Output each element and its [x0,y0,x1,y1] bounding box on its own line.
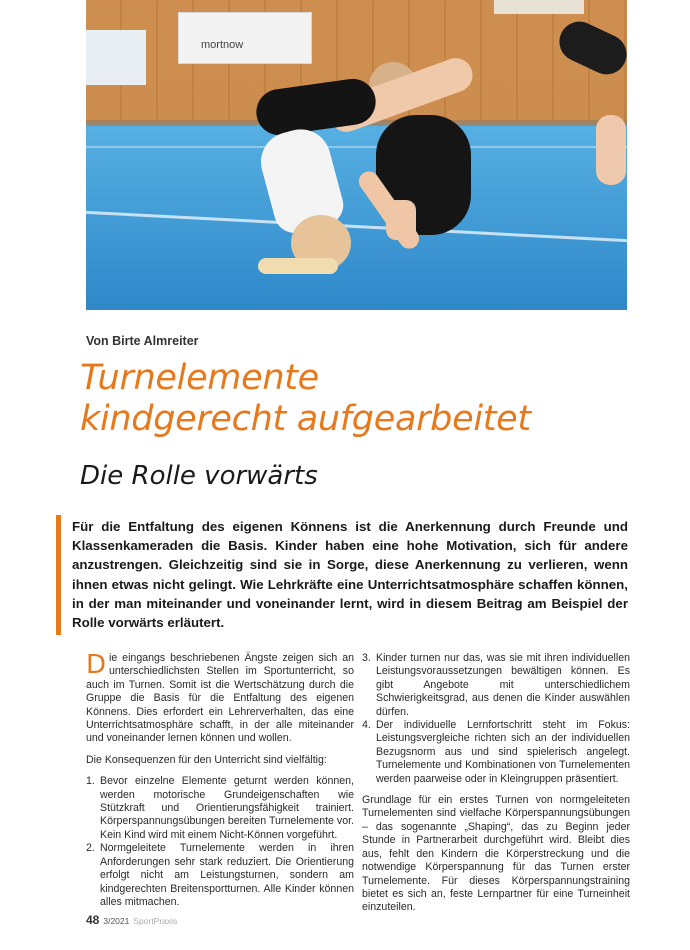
lead-paragraph: Für die Entfaltung des eigenen Könnens ist die Anerkennung durch Freunde und Klassenkameraden die Basis. Kinder haben eine hohe Motivation, sich für andere anzustrengen. Gleichzeitig sind sie in Sorge, diese Anerkennung zu verlieren, wenn ihnen etwas nicht gelingt. Wie Lehrkräfte eine Unterrichtsatmosphäre schaffen können, in der man miteinander und voneinander lernt, wird in diesem Beitrag am Beispiel der Rolle vorwärts erläutert. [72,519,628,631]
list-number: 1. [86,775,95,788]
body-column-right [362,652,630,923]
mat-line [86,146,627,148]
gym-window [494,0,584,14]
drop-cap: D [86,650,107,680]
consequence-list [362,652,630,786]
magazine-name: SportPraxis [133,916,178,926]
body-paragraph: Die eingangs beschriebenen Ängste zeigen sich an unterschiedlichsten Stellen im Sportunterricht, so auch im Turnen. Somit ist die Wertschätzung durch die Gruppe die Basis für die Entfaltung des eigenen Könnens. Dies erfordert ein Lehrerverhalten, das eine Unterrichtsatmosphäre schafft, in der alle miteinander und voneinander lernen können und wollen. [86,650,354,745]
banner-text: mortnow [201,39,244,51]
body-paragraph: Grundlage für ein erstes Turnen von normgeleiteten Turnelementen sind vielfache Körperspannungsübungen – das sogenannte „Shaping“, das zu Beginn jeder Stunde in Partnerarbeit durchgeführt wird. Bleibt dies aus, fehlt den Kindern die Körperstreckung und die notwendige Körperspannung für das Turnen erster Turnelemente. Für dieses Körperspannungstraining bietet es sich an, feste Lernpartner für eine Turneinheit einzuteilen. [362,794,630,914]
gymnast-background-leg [596,115,626,185]
issue-number: 3/2021 [103,916,130,926]
list-item: 3. Kinder turnen nur das, was sie mit ihren individuellen Leistungsvoraussetzungen bewältigen können. Es gibt Angebote mit unterschiedlichem Schwierigkeitsgrad, aus denen die Kinder auswählen dürfen. [362,652,630,718]
wall-banner [178,12,312,64]
list-number: 4. [362,719,371,732]
list-item: 2. Normgeleitete Turnelemente werden in ihren Anforderungen sehr stark reduziert. Die Orientierung erfolgt nicht am Leistungsturnen, sondern am kindgerechten Breitensportturnen. Alle Kinder können alles mitmachen. [86,842,354,908]
wall-banner-left [86,30,146,85]
page-number: 48 [86,913,100,927]
list-number: 2. [86,842,95,855]
lead-accent-bar [56,515,61,635]
consequence-list [86,775,354,909]
title-line-1: Turnelemente [80,358,319,398]
body-column-left [86,652,354,917]
title-line-2: kindgerecht aufgearbeitet [80,399,531,439]
page-footer [86,911,177,929]
article-subtitle: Die Rolle vorwärts [80,461,318,491]
list-item: 1. Bevor einzelne Elemente geturnt werden können, werden motorische Grundeigenschaften wie Stützkraft und Orientierungsfähigkeit trainiert. Körperspannungsübungen bereiten Turnelemente vor. Kein Kind wird mit einem Nicht-Können vorgeführt. [86,775,354,841]
article-title [80,358,531,440]
article-photo [86,0,627,310]
gymnast-hair [258,258,338,274]
list-item: 4. Der individuelle Lernfortschritt steht im Fokus: Leistungsvergleiche richten sich an der individuellen Bezugsnorm aus und sind spielerisch angelegt. Turnelemente und Kombinationen von Turnelementen werden paarweise oder in Kleingruppen präsentiert. [362,719,630,785]
author-line: Von Birte Almreiter [86,334,199,348]
body-paragraph: Die Konsequenzen für den Unterricht sind vielfältig: [86,753,327,766]
list-number: 3. [362,652,371,664]
